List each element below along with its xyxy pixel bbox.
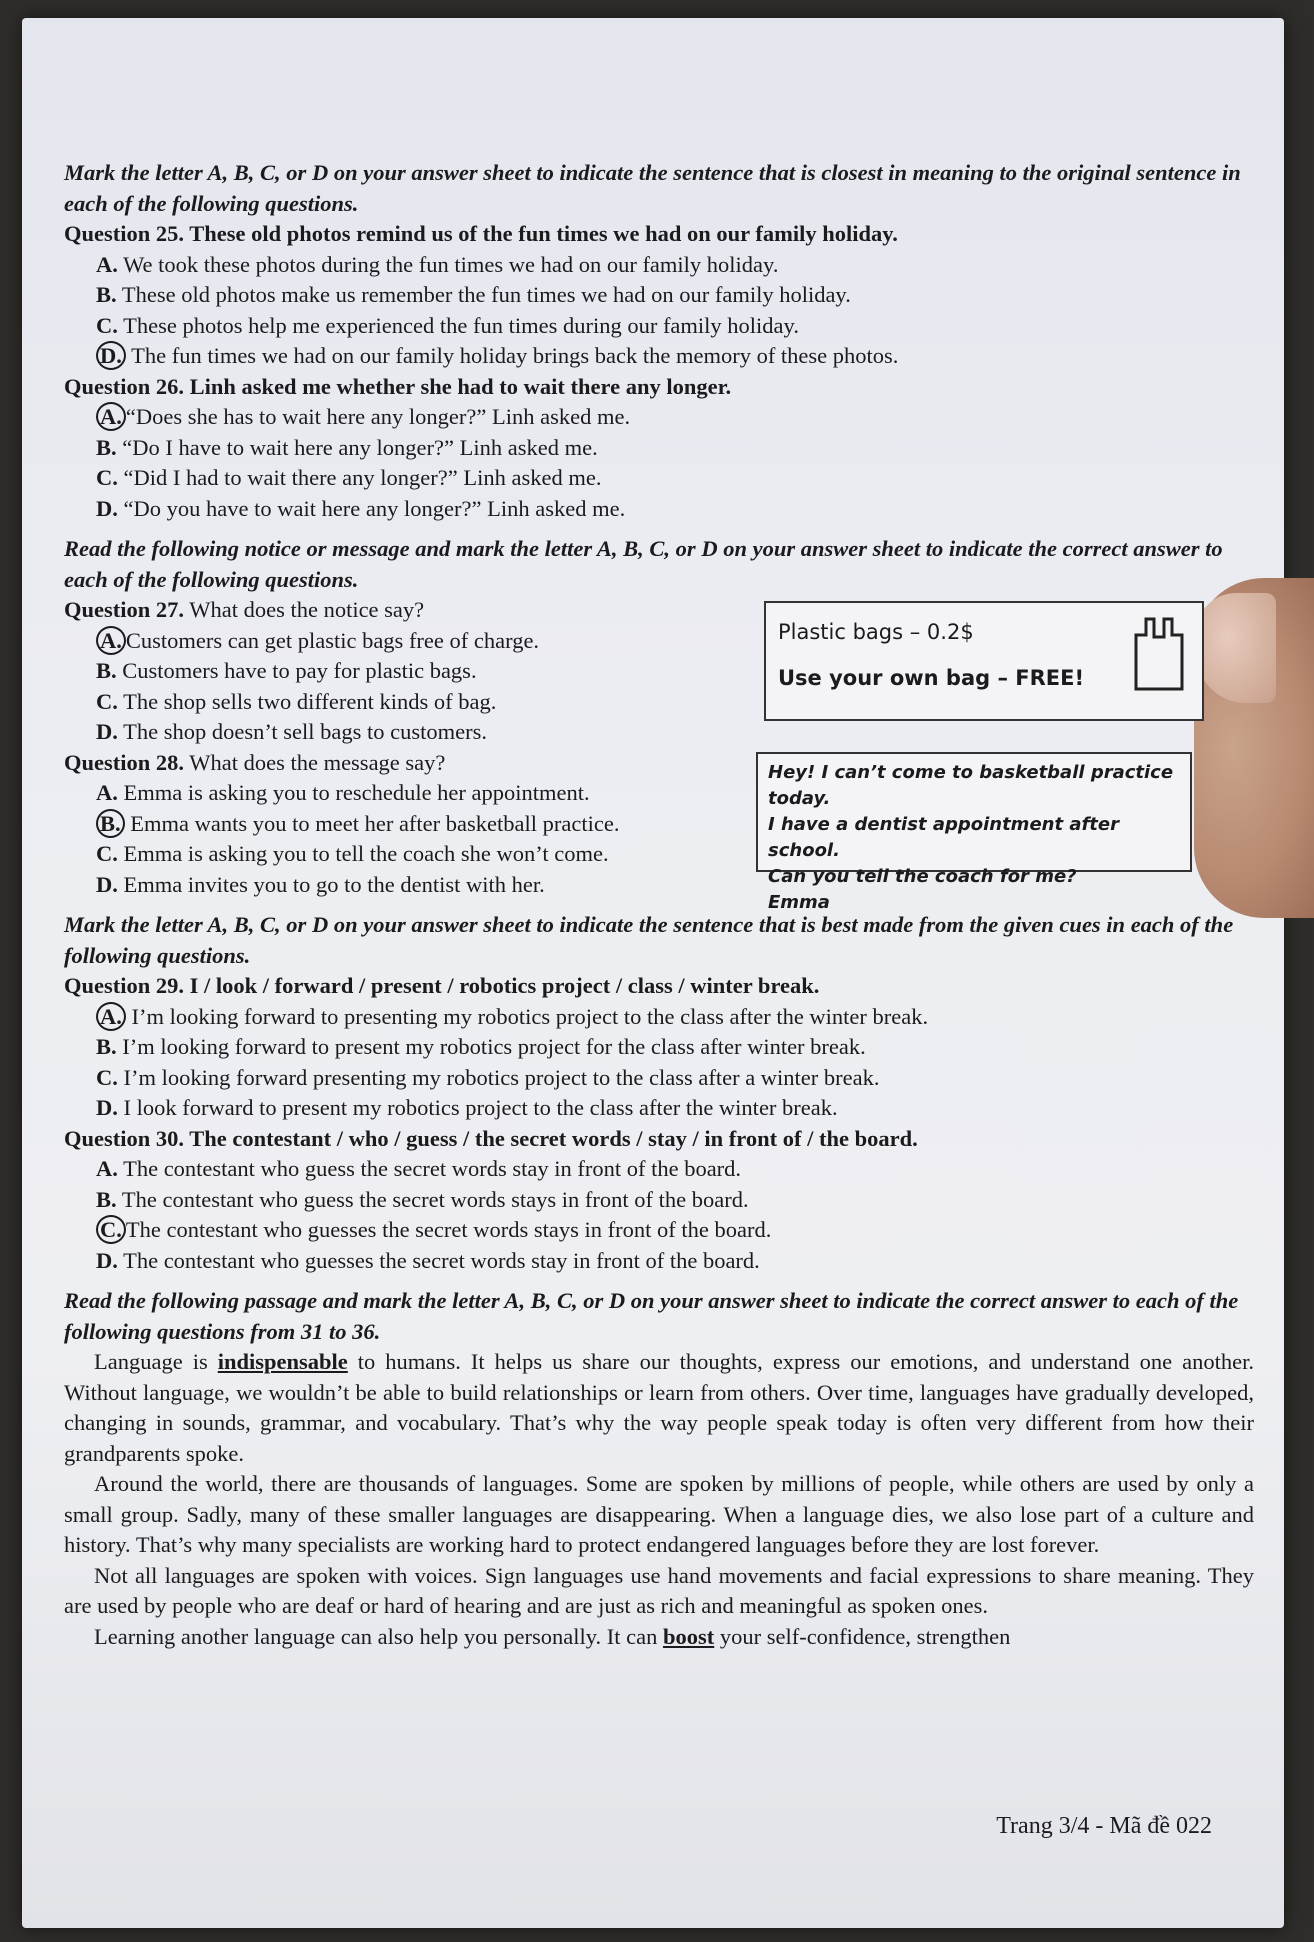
message-line-3: Can you tell the coach for me? — [768, 865, 1077, 887]
q29-option-b: B. I’m looking forward to present my robotics project for the class after winter break. — [96, 1034, 866, 1059]
q30-option-c: C. The contestant who guesses the secret words stays in front of the board. — [96, 1215, 1254, 1246]
notice-line-2: Use your own bag – FREE! — [778, 666, 1085, 690]
passage-paragraph-2: Around the world, there are thousands of languages. Some are spoken by millions of people, while others are used by only a small group. Sadly, many of these smaller languages are disappearing. When a language dies, we also lose part of a culture and history. That’s why many specialists are working hard to protect endangered languages before they are lost forever. — [64, 1471, 1254, 1557]
answer-circle: C. — [96, 1215, 126, 1244]
message-line-2: I have a dentist appointment after school. — [768, 813, 1119, 861]
plastic-bag-notice — [764, 601, 1204, 721]
instruction-best-made: Mark the letter A, B, C, or D on your answer sheet to indicate the sentence that is best made from the given cues in each of the following questions. — [64, 912, 1234, 968]
question-29-stem: Question 29. I / look / forward / present / robotics project / class / winter break. — [64, 973, 820, 998]
exam-page — [22, 18, 1284, 1928]
underlined-word-boost: boost — [662, 1623, 715, 1649]
question-27-stem: Question 27. What does the notice say? — [64, 597, 425, 622]
answer-circle: D. — [96, 341, 126, 370]
q28-option-c: C. Emma is asking you to tell the coach she won’t come. — [96, 841, 609, 866]
message-line-1: Hey! I can’t come to basketball practice today. — [768, 761, 1174, 809]
question-27-block — [64, 595, 1254, 748]
q25-option-d: D. The fun times we had on our family holiday brings back the memory of these photos. — [96, 341, 1254, 372]
plastic-bag-icon — [1130, 615, 1188, 695]
answer-circle: A. — [96, 1002, 126, 1031]
passage-paragraph-3: Not all languages are spoken with voices. Sign languages use hand movements and facial expressions to share meaning. They are used by people who are deaf or hard of hearing and are just as rich and meaningful as spoken ones. — [64, 1562, 1254, 1618]
q30-option-d: D. The contestant who guesses the secret words stay in front of the board. — [96, 1247, 760, 1273]
question-25-stem: Question 25. These old photos remind us of the fun times we had on our family holiday. — [64, 221, 898, 246]
q27-option-b: B. Customers have to pay for plastic bags. — [96, 658, 477, 683]
exam-content — [64, 158, 1254, 1652]
passage-paragraph-1: Language is indispensable to humans. It helps us share our thoughts, express our emotions, and understand one another. Without language, we wouldn’t be able to build relationships or learn from others. Over time, languages have gradually developed, changing in sounds, grammar, and vocabulary. That’s why the way people speak today is often very different from how their grandparents spoke. — [64, 1349, 1254, 1466]
q28-option-b: B. Emma wants you to meet her after basketball practice. — [96, 809, 724, 840]
q27-option-c: C. The shop sells two different kinds of bag. — [96, 688, 497, 714]
q30-option-a: A. The contestant who guess the secret words stay in front of the board. — [96, 1156, 742, 1181]
answer-circle: A. — [96, 402, 126, 431]
q26-option-d: D. “Do you have to wait here any longer?” Linh asked me. — [96, 495, 626, 521]
q26-option-b: B. “Do I have to wait here any longer?” Linh asked me. — [96, 434, 598, 460]
question-30-stem: Question 30. The contestant / who / guess / the secret words / stay / in front of / the board. — [64, 1125, 918, 1151]
q25-option-c: C. These photos help me experienced the fun times during our family holiday. — [96, 312, 799, 338]
message-signature: Emma — [768, 891, 830, 913]
q29-option-c: C. I’m looking forward presenting my robotics project to the class after a winter break. — [96, 1064, 880, 1090]
page-footer: Trang 3/4 - Mã đề 022 — [996, 1813, 1212, 1839]
q28-option-d: D. Emma invites you to go to the dentist with her. — [96, 871, 545, 897]
q25-option-a: A. We took these photos during the fun times we had on our family holiday. — [96, 251, 779, 277]
instruction-passage: Read the following passage and mark the letter A, B, C, or D on your answer sheet to indicate the correct answer to each of the following questions from 31 to 36. — [64, 1288, 1239, 1344]
underlined-word-indispensable: indispensable — [217, 1349, 348, 1374]
notice-line-1: Plastic bags – 0.2$ — [778, 620, 974, 644]
question-26-stem: Question 26. Linh asked me whether she had to wait there any longer. — [64, 373, 732, 399]
question-28-block — [64, 748, 1254, 913]
instruction-closest-meaning: Mark the letter A, B, C, or D on your answer sheet to indicate the sentence that is closest in meaning to the original sentence in each of the following questions. — [64, 160, 1241, 216]
q27-option-a: A. Customers can get plastic bags free of charge. — [96, 626, 724, 657]
passage-paragraph-4: Learning another language can also help you personally. It can boost your self-confidence, strengthen — [94, 1623, 1011, 1649]
reading-passage — [64, 1347, 1254, 1652]
q27-option-d: D. The shop doesn’t sell bags to customers. — [96, 719, 488, 744]
q29-option-a: A. I’m looking forward to presenting my robotics project to the class after the winter break. — [96, 1002, 1254, 1033]
q26-option-a: A. “Does she has to wait here any longer?” Linh asked me. — [96, 402, 1254, 433]
q25-option-b: B. These old photos make us remember the fun times we had on our family holiday. — [96, 282, 851, 307]
question-28-stem: Question 28. What does the message say? — [64, 749, 446, 775]
q28-option-a: A. Emma is asking you to reschedule her appointment. — [96, 780, 590, 805]
instruction-notice-message: Read the following notice or message and mark the letter A, B, C, or D on your answer sheet to indicate the correct answer to each of the following questions. — [64, 536, 1223, 592]
answer-circle: B. — [96, 809, 125, 838]
emma-message — [756, 752, 1192, 913]
answer-circle: A. — [96, 626, 126, 655]
q30-option-b: B. The contestant who guess the secret words stays in front of the board. — [96, 1186, 749, 1212]
q26-option-c: C. “Did I had to wait there any longer?” Linh asked me. — [96, 465, 602, 490]
q29-option-d: D. I look forward to present my robotics project to the class after the winter break. — [96, 1095, 838, 1120]
